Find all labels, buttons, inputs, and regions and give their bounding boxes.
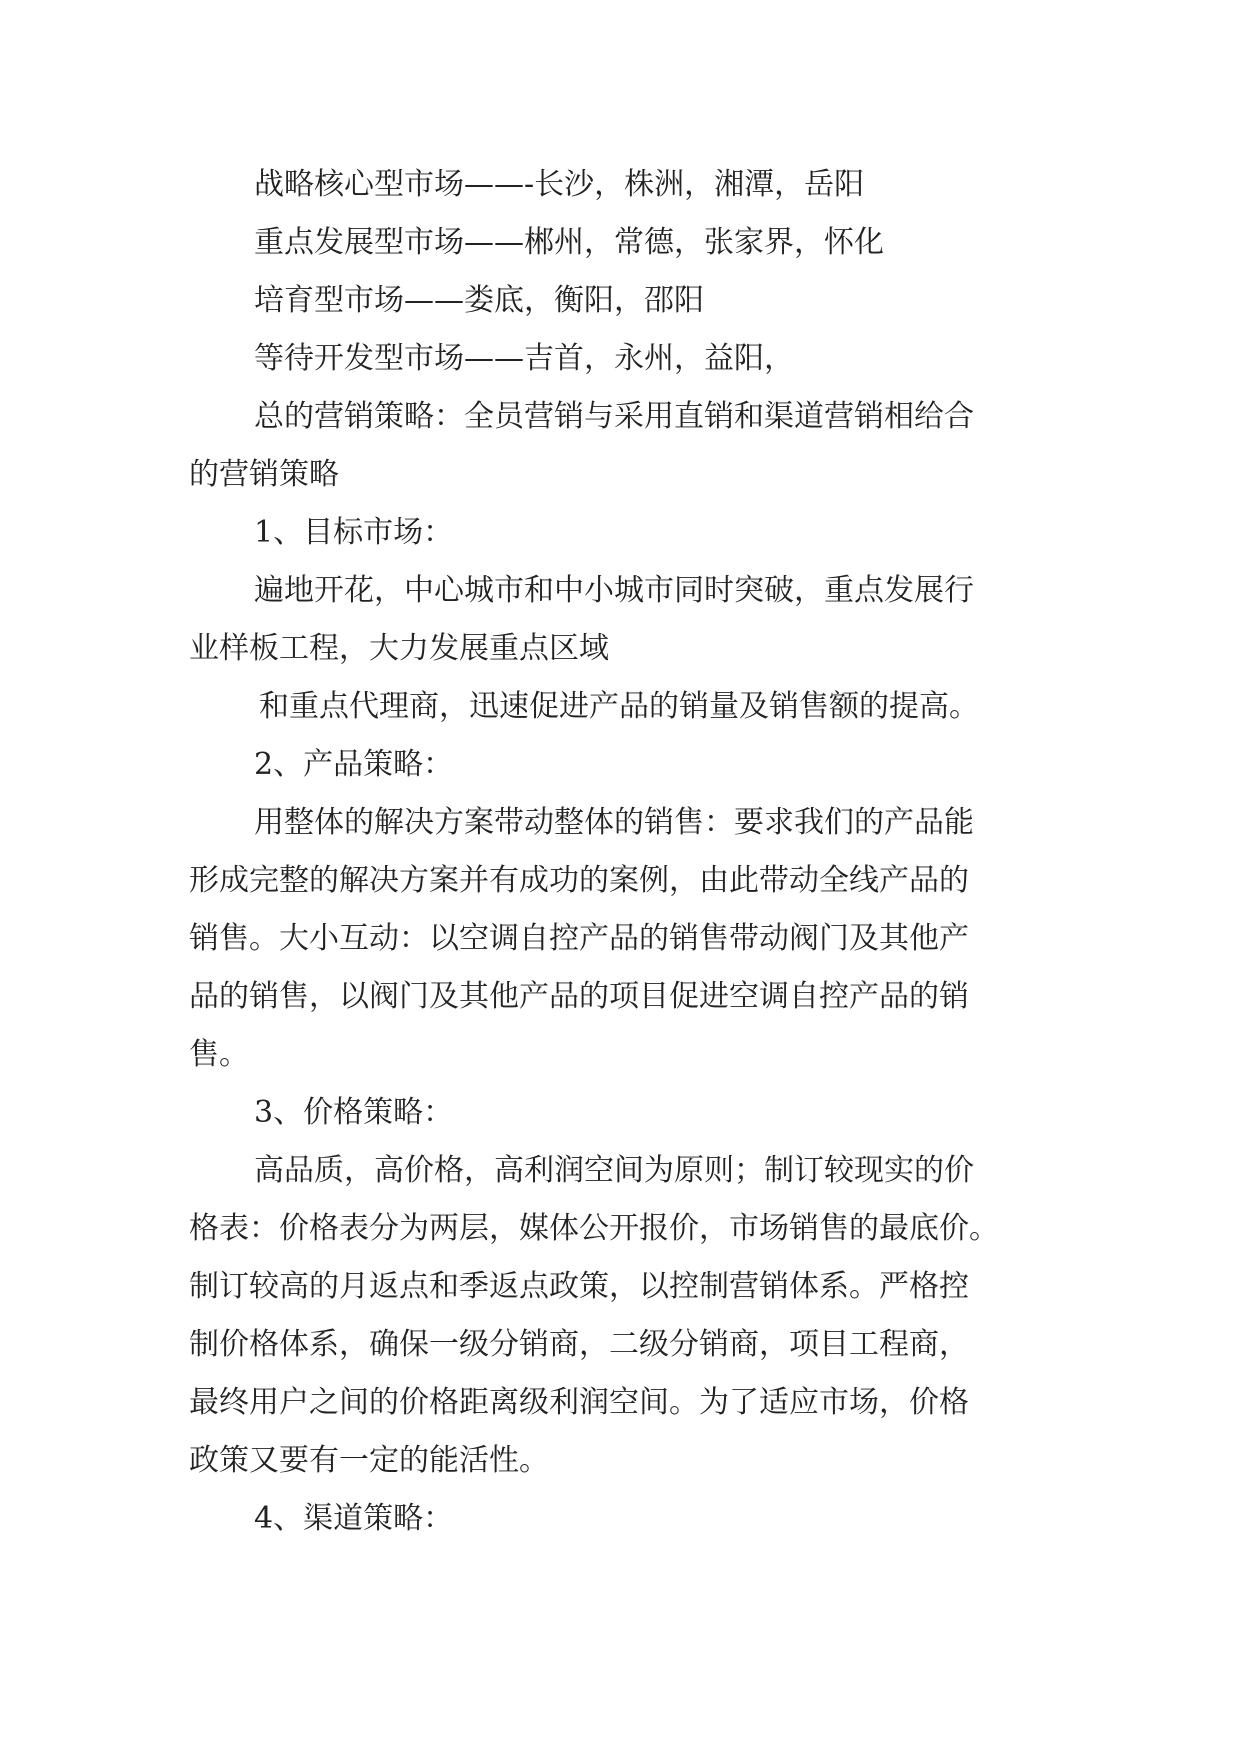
text-line: 高品质，高价格，高利润空间为原则；制订较现实的价 [254, 1153, 974, 1188]
text-line: 格表：价格表分为两层，媒体公开报价，市场销售的最底价。 [189, 1211, 999, 1246]
text-line: 重点发展型市场——郴州，常德，张家界，怀化 [254, 225, 884, 260]
text-line: 制价格体系，确保一级分销商，二级分销商，项目工程商， [189, 1327, 969, 1362]
text-line: 政策又要有一定的能活性。 [189, 1443, 549, 1478]
text-line: 销售。大小互动：以空调自控产品的销售带动阀门及其他产 [189, 921, 969, 956]
text-line: 业样板工程，大力发展重点区域 [189, 631, 609, 666]
text-line: 和重点代理商，迅速促进产品的销量及销售额的提高。 [259, 689, 979, 724]
text-line: 最终用户之间的价格距离级利润空间。为了适应市场，价格 [189, 1385, 969, 1420]
text-line: 培育型市场——娄底，衡阳，邵阳 [254, 283, 704, 318]
section-heading: 4、渠道策略： [254, 1501, 454, 1536]
section-heading: 1、目标市场： [254, 515, 454, 550]
text-line: 售。 [189, 1037, 249, 1072]
text-line: 制订较高的月返点和季返点政策，以控制营销体系。严格控 [189, 1269, 969, 1304]
text-line: 遍地开花，中心城市和中小城市同时突破，重点发展行 [254, 573, 974, 608]
text-line: 总的营销策略：全员营销与采用直销和渠道营销相给合 [254, 399, 974, 434]
section-heading: 2、产品策略： [254, 747, 454, 782]
text-line: 品的销售，以阀门及其他产品的项目促进空调自控产品的销 [189, 979, 969, 1014]
text-line: 形成完整的解决方案并有成功的案例，由此带动全线产品的 [189, 863, 969, 898]
text-line: 战略核心型市场——-长沙，株洲，湘潭，岳阳 [254, 167, 865, 202]
text-line: 的营销策略 [189, 457, 339, 492]
text-line: 用整体的解决方案带动整体的销售：要求我们的产品能 [254, 805, 974, 840]
section-heading: 3、价格策略： [254, 1095, 454, 1130]
text-line: 等待开发型市场——吉首，永州，益阳， [254, 341, 794, 376]
